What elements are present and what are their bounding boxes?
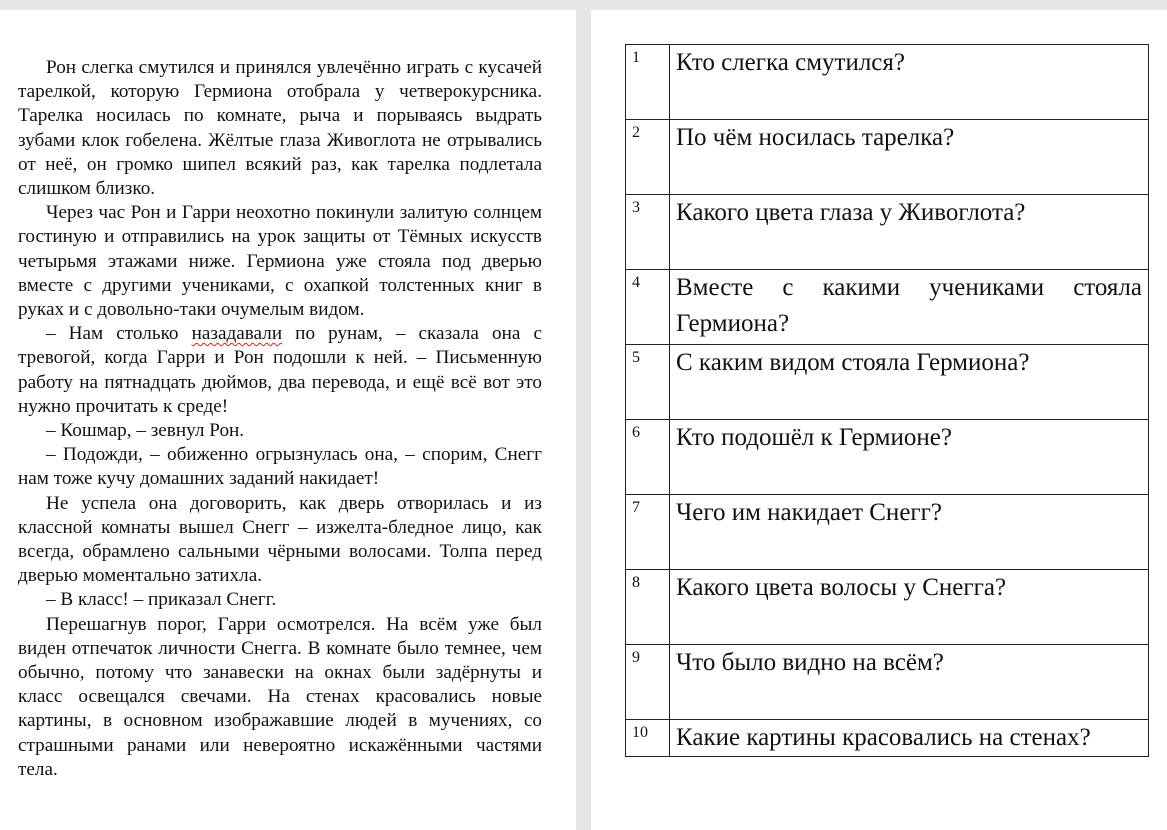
table-row xyxy=(626,720,1149,757)
table-row xyxy=(626,570,1149,645)
spellcheck-underlined-word[interactable]: назадавали xyxy=(191,323,283,345)
question-text: Кто подошёл к Гермионе? xyxy=(670,420,1149,495)
table-row xyxy=(626,120,1149,195)
table-row xyxy=(626,420,1149,495)
paragraph: Не успела она договорить, как дверь отворилась и из классной комнаты вышел Снегг – изжелта-бледное лицо, как всегда, обрамлено сальными чёрными волосами. Толпа перед дверью моментально затихла. xyxy=(18,492,542,587)
question-number: 6 xyxy=(626,420,670,495)
question-number: 5 xyxy=(626,345,670,420)
question-number: 3 xyxy=(626,195,670,270)
question-text: Кто слегка смутился? xyxy=(670,45,1149,120)
paragraph: Перешагнув порог, Гарри осмотрелся. На всём уже был виден отпечаток личности Снегга. В комнате было темнее, чем обычно, потому что занавески на окнах были задёрнуты и класс освещался свечами. На стенах красовались новые картины, в основном изображавшие людей в мучениях, со страшными ранами или невероятно искажёнными частями тела. xyxy=(18,613,542,780)
paragraph: Рон слегка смутился и принялся увлечённо играть с кусачей тарелкой, которую Гермиона отобрала у четверокурсника. Тарелка носилась по комнате, рыча и порываясь выдрать зубами клок гобелена. Жёлтые глаза Живоглота не отрывались от неё, он громко шипел всякий раз, как тарелка подлетала слишком близко. xyxy=(18,57,542,200)
story-text xyxy=(18,56,542,782)
question-text: Вместе с какими учениками стояла Гермиона? xyxy=(670,270,1149,345)
paragraph: – В класс! – приказал Снегг. xyxy=(46,589,277,611)
question-text: По чём носилась тарелка? xyxy=(670,120,1149,195)
question-text: Что было видно на всём? xyxy=(670,645,1149,720)
question-text: Какого цвета глаза у Живоглота? xyxy=(670,195,1149,270)
question-text: Какие картины красовались на стенах? xyxy=(670,720,1149,757)
question-number: 10 xyxy=(626,720,670,757)
paragraph: Через час Рон и Гарри неохотно покинули залитую солнцем гостиную и отправились на урок защиты от Тёмных искусств четырьмя этажами ниже. Гермиона уже стояла под дверью вместе с другими учениками, с охапкой толстенных книг в руках и с довольно-таки очумелым видом. xyxy=(18,202,542,321)
document-page-left xyxy=(0,10,576,830)
table-row xyxy=(626,345,1149,420)
question-number: 9 xyxy=(626,645,670,720)
question-text: С каким видом стояла Гермиона? xyxy=(670,345,1149,420)
table-row xyxy=(626,495,1149,570)
paragraph: – Подожди, – обиженно огрызнулась она, – спорим, Снегг нам тоже кучу домашних заданий накидает! xyxy=(18,444,542,490)
table-row xyxy=(626,645,1149,720)
question-text: Какого цвета волосы у Снегга? xyxy=(670,570,1149,645)
question-text: Чего им накидает Снегг? xyxy=(670,495,1149,570)
table-row xyxy=(626,270,1149,345)
question-number: 1 xyxy=(626,45,670,120)
question-number: 4 xyxy=(626,270,670,345)
question-number: 8 xyxy=(626,570,670,645)
question-number: 7 xyxy=(626,495,670,570)
questions-table xyxy=(625,44,1149,757)
table-row xyxy=(626,195,1149,270)
document-page-right xyxy=(591,10,1167,830)
table-row xyxy=(626,45,1149,120)
question-number: 2 xyxy=(626,120,670,195)
paragraph: – Кошмар, – зевнул Рон. xyxy=(46,420,245,442)
paragraph: – Нам столько назадавали по рунам, – сказала она с тревогой, когда Гарри и Рон подошли к ней. – Письменную работу на пятнадцать дюймов, два перевода, и ещё всё вот это нужно прочитать к среде! xyxy=(18,323,542,417)
